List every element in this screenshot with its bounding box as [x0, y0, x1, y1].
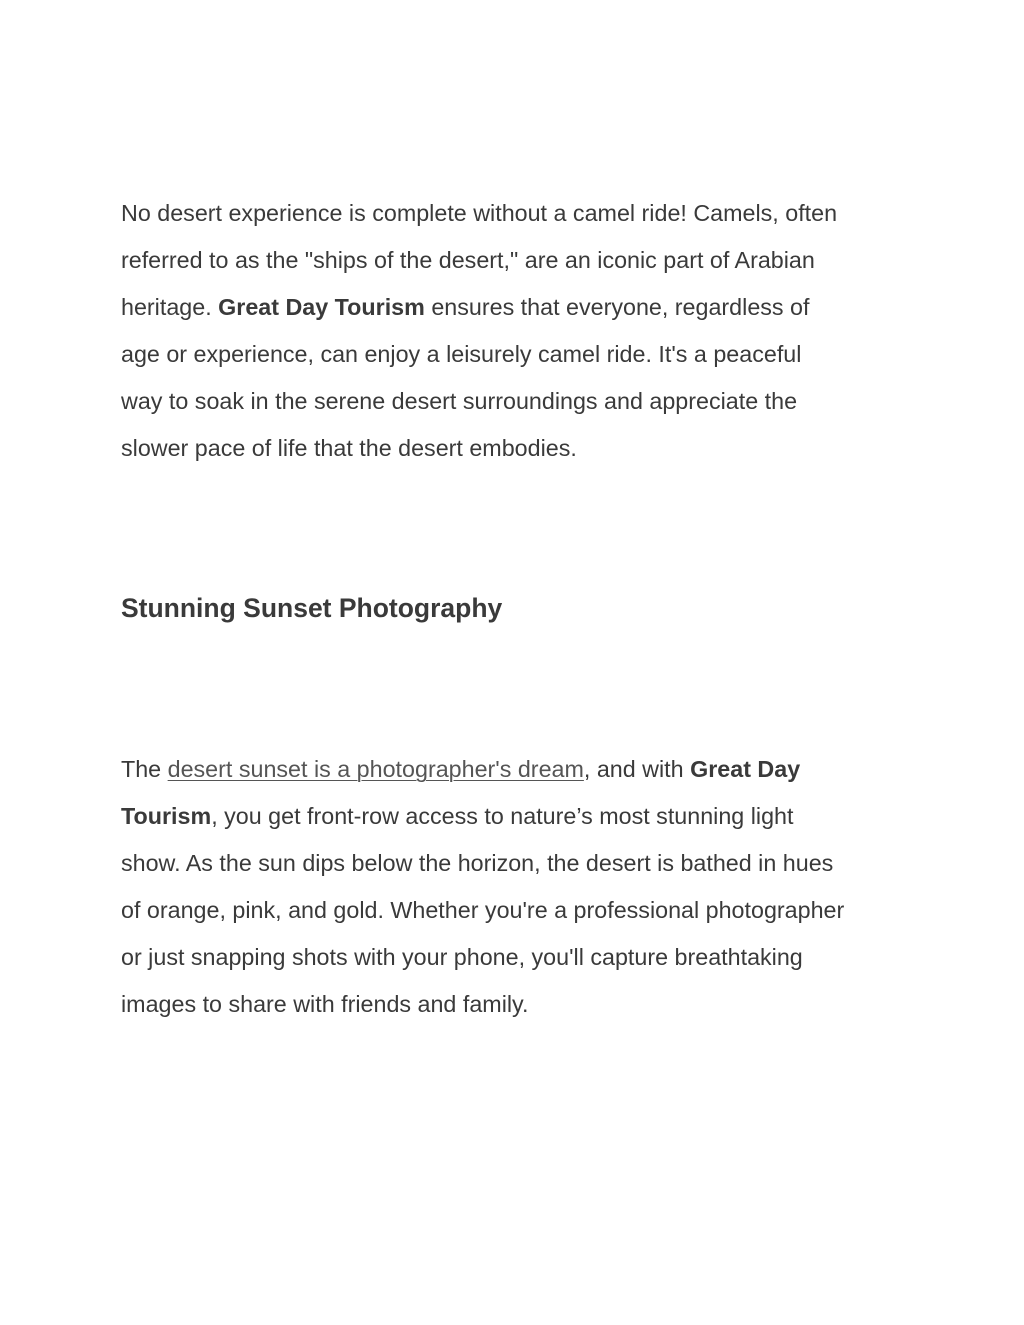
brand-name-bold: Tourism	[121, 803, 212, 829]
text-fragment: heritage.	[121, 294, 219, 320]
text-line: age or experience, can enjoy a leisurely camel ride. It's a peaceful	[121, 341, 802, 367]
text-line: of orange, pink, and gold. Whether you're a professional photographer	[121, 897, 845, 923]
text-line: No desert experience is complete without a camel ride! Camels, often	[121, 200, 838, 226]
camel-ride-paragraph	[121, 190, 911, 472]
brand-name-bold: Great Day Tourism	[218, 294, 425, 320]
section-heading: Stunning Sunset Photography	[121, 593, 503, 623]
text-line: images to share with friends and family.	[121, 991, 529, 1017]
brand-name-bold: Great Day	[690, 756, 801, 782]
text-fragment: ensures that everyone, regardless of	[424, 294, 810, 320]
text-line: slower pace of life that the desert embodies.	[121, 435, 577, 461]
text-line: way to soak in the serene desert surroundings and appreciate the	[121, 388, 798, 414]
text-fragment: The	[121, 756, 168, 782]
sunset-paragraph	[121, 746, 911, 1028]
text-fragment: , and with	[583, 756, 691, 782]
desert-sunset-link[interactable]: desert sunset is a photographer's dream	[167, 756, 584, 782]
text-line	[121, 793, 911, 840]
text-line	[121, 746, 911, 793]
text-line: show. As the sun dips below the horizon, the desert is bathed in hues	[121, 850, 834, 876]
text-fragment: , you get front-row access to nature’s most stunning light	[211, 803, 794, 829]
text-line: or just snapping shots with your phone, you'll capture breathtaking	[121, 944, 803, 970]
text-line	[121, 284, 911, 331]
text-line: referred to as the "ships of the desert," are an iconic part of Arabian	[121, 247, 815, 273]
